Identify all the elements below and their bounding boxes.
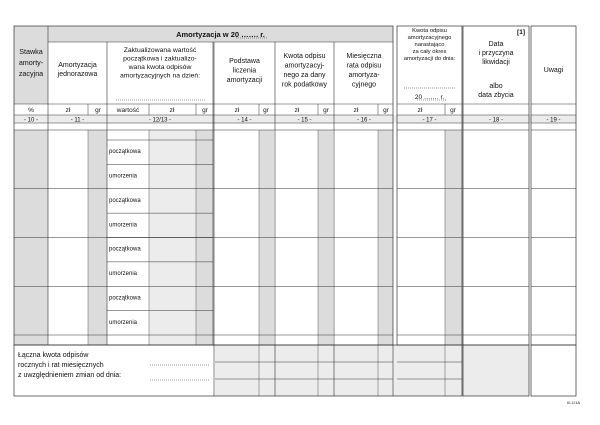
header-data-zbycia: data zbycia — [478, 92, 514, 99]
header-podstawa: amortyzacji — [226, 77, 263, 84]
header-podstawa: liczenia — [232, 67, 257, 75]
footer-sum-fill — [215, 345, 462, 396]
column-number: - 19 - — [546, 117, 561, 124]
footer-data-fill — [463, 345, 529, 396]
footer-uwagi-fill — [531, 345, 576, 396]
unit-wartosc: wartość — [116, 107, 140, 114]
header-miesieczna: rata odpisu — [346, 62, 382, 70]
unit-gr: gr — [450, 107, 456, 114]
unit-zl: zł — [294, 107, 300, 114]
column-number: - 15 - — [297, 117, 312, 124]
header-kwota-narastajaco: amortyzacji do dnia: — [403, 56, 456, 62]
header-zaktualizowana: początkowa i zaktualizo- — [123, 55, 197, 63]
header-amortyzacja-jednorazowa: Amortyzacja — [58, 62, 97, 69]
unit-gr: gr — [323, 107, 329, 114]
header-kwota-odpisu: rok podatkowy — [281, 81, 328, 89]
row-label-umorzenia: umorzenia — [109, 222, 138, 229]
header-data-przyczyna: i przyczyna — [478, 50, 514, 57]
header-kwota-narastajaco: za cały okres — [412, 49, 447, 55]
unit-zl: zł — [417, 107, 423, 114]
unit-zl: zł — [65, 107, 71, 114]
header-data-przyczyna: likwidacji — [482, 59, 510, 66]
header-uwagi: Uwagi — [543, 67, 564, 74]
unit-gr: gr — [95, 107, 101, 114]
column-number: - 18 - — [488, 117, 504, 124]
unit-gr: gr — [263, 107, 269, 114]
header-miesieczna: cyjnego — [351, 81, 377, 89]
row-label-umorzenia: umorzenia — [109, 271, 138, 278]
row-label-poczatkowa: początkowa — [109, 246, 141, 253]
header-zaktualizowana: wana kwota odpisów — [128, 64, 192, 71]
header-data-przyczyna: Data — [488, 41, 504, 48]
column-number: - 11 - — [70, 117, 85, 124]
data-block-border — [463, 26, 529, 345]
header-zaktualizowana: Zaktualizowana wartość — [123, 47, 197, 54]
header-podstawa: Podstawa — [229, 58, 260, 65]
header-stawka: Stawka — [19, 47, 43, 56]
header-miesieczna: amortyza- — [348, 72, 380, 79]
unit-percent: % — [28, 107, 34, 114]
header-zaktualizowana: amortyzacyjnych na dzień: — [119, 72, 201, 80]
header-narastajaco-year: 20 ……. r. — [414, 94, 445, 101]
header-kwota-odpisu: Kwota odpisu — [283, 53, 326, 60]
header-kwota-narastajaco: amortyzacyjnego — [407, 35, 452, 41]
header-kwota-odpisu: nego za dany — [283, 72, 326, 79]
unit-gr: gr — [202, 107, 208, 114]
row-label-poczatkowa: początkowa — [109, 149, 141, 156]
header-kwota-odpisu: amortyzacyj- — [284, 62, 325, 70]
unit-zl: zł — [169, 107, 175, 114]
unit-gr: gr — [383, 107, 389, 114]
header-kwota-narastajaco: Kwota odpisu — [412, 28, 447, 34]
print-code: III-1/1A — [567, 400, 580, 405]
column-number: - 12/13 - — [148, 117, 172, 124]
header-amortyzacja-title: Amortyzacja w 20 ……. r. — [176, 30, 265, 39]
column-number: - 14 - — [237, 117, 252, 124]
row-label-umorzenia: umorzenia — [109, 173, 138, 180]
unit-zl: zł — [234, 107, 240, 114]
header-data-albo: albo — [489, 83, 503, 90]
column-number: - 10 - — [23, 117, 39, 124]
column-number: - 16 - — [356, 117, 372, 124]
row-label-umorzenia: umorzenia — [109, 319, 138, 326]
header-stawka: amorty- — [18, 58, 44, 67]
column-number: - 17 - — [422, 117, 437, 124]
row-label-poczatkowa: początkowa — [109, 197, 141, 204]
header-amortyzacja-jednorazowa: jednorazowa — [57, 71, 98, 78]
unit-zl: zł — [353, 107, 359, 114]
footer-label: Łączna kwota odpisów — [18, 352, 89, 359]
footer-label: rocznych i rat miesięcznych — [18, 362, 104, 369]
row-label-poczatkowa: początkowa — [109, 295, 141, 302]
corner-mark: [1] — [517, 29, 525, 36]
header-kwota-narastajaco: narastająco — [414, 42, 445, 48]
footer-label: z uwzględnieniem zmian od dnia: — [18, 372, 122, 379]
header-stawka: zacyjna — [18, 69, 44, 78]
header-miesieczna: Miesięczna — [346, 53, 382, 60]
